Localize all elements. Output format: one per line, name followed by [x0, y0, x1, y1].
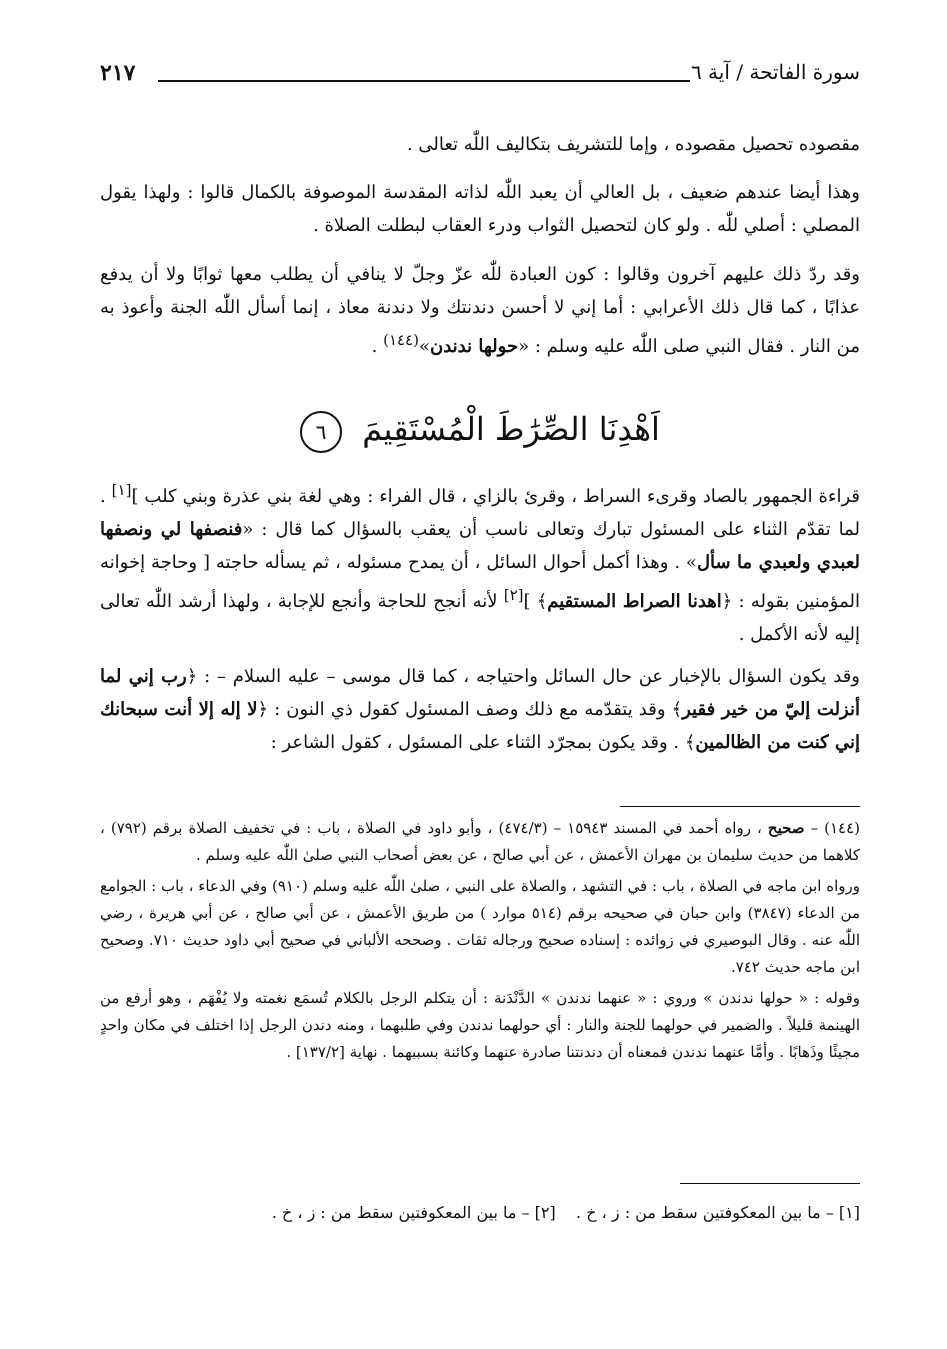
text-run: .	[371, 336, 384, 357]
paragraph-text	[100, 258, 860, 363]
footnote-divider	[620, 806, 860, 807]
header-rule	[158, 80, 690, 82]
editor-ref: [١]	[111, 481, 132, 499]
footnote-paragraph: وقوله : « حولها ندندن » وروي : « عنهما ندندن » الدَّنْدَنة : أن يتكلم الرجل بالكلام تُسمَع نغمته ولا يُفْهَم ، وهو أرفع من الهينمة قليلاً . والضمير في حولهما للجنة والنار : أي حولهما ندندن وفي طلبهما ، ومنه دندن الرجل إذا اختلف في مكان واحدٍ مجيئًا وذَهابًا . وأمَّا عنهما ندندن فمعناه أن دندنتنا صادرة عنهما وكائنة بسببهما . نهاية [١٣٧/٢] .	[100, 989, 860, 1061]
editor-notes	[100, 1198, 860, 1228]
text-run: لأنه أنجح للحاجة وأنجع للإجابة ، ولهذا أرشد اللّٰه تعالى إليه لأنه الأكمل .	[100, 591, 860, 645]
quran-verse	[100, 410, 860, 453]
paragraph-text: مقصوده تحصيل مقصوده ، وإما للتشريف بتكاليف اللّٰه تعالى .	[406, 134, 860, 155]
grading-label: صحيح	[767, 819, 805, 837]
quran-quote: لا إله إلا أنت سبحانك إني كنت من الظالمين	[100, 699, 860, 753]
text-run: »	[418, 336, 430, 357]
paragraph-2	[100, 176, 860, 242]
paragraph-text: وهذا أيضا عندهم ضعيف ، بل العالي أن يعبد اللّٰه لذاته المقدسة الموصوفة بالكمال قالوا : ولهذا يقول المصلي : أصلي للّٰه . ولو كان لتحصيل الثواب ودرء العقاب لبطلت الصلاة .	[100, 182, 860, 236]
footnote-ref: (١٤٤)	[383, 331, 419, 349]
page-number: ٢١٧	[100, 60, 136, 86]
paragraph-3	[100, 258, 860, 363]
hadith-quote: حولها ندندن	[429, 336, 519, 357]
verse-text: اَهْدِنَا الصِّرَٰطَ الْمُسْتَقِيمَ	[362, 410, 660, 448]
paragraph-text	[100, 660, 860, 759]
text-run: ﴾ . وقد يكون بمجرّد الثناء على المسئول ، كقول الشاعر :	[270, 732, 696, 753]
editor-ref: [٢]	[503, 586, 524, 604]
editor-note-1: [١] – ما بين المعكوفتين سقط من : ز ، خ .	[576, 1203, 860, 1222]
text-run: (١٤٤) –	[804, 819, 860, 837]
editor-notes-divider	[680, 1183, 860, 1184]
text-run: ، رواه أحمد في المسند ١٥٩٤٣ – (٤٧٤/٣) ، وأبو داود في الصلاة ، باب : في تخفيف الصلاة برقم (٧٩٢) ، كلاهما من حديث سليمان بن مهران الأعمش ، عن أبي صالح ، عن بعض أصحاب النبي صلىٰ اللّٰه عليه وسلم .	[100, 819, 860, 864]
footnote-144	[100, 815, 860, 869]
paragraph-5	[100, 660, 860, 759]
text-run: وقد ردّ ذلك عليهم آخرون وقالوا : كون العبادة للّٰه عزّ وجلّ لا ينافي أن يطلب معها ثوابًا ولا أن يدفع عذابًا ، كما قال ذلك الأعرابي : أما إني لا أحسن دندنتك ولا دندنة معاذ ، إنما أسأل اللّٰه الجنة وأعوذ به من النار . فقال النبي صلى اللّٰه عليه وسلم : «	[100, 264, 860, 357]
quran-quote: اهدنا الصراط المستقيم	[547, 591, 722, 612]
paragraph-1	[100, 128, 860, 161]
text-run: ﴾ وقد يتقدّمه مع ذلك وصف المسئول كقول ذي النون : ﴿	[257, 699, 683, 720]
text-run: وقد يكون السؤال بالإخبار عن حال السائل واحتياجه ، كما قال موسى – عليه السلام – : ﴿	[186, 666, 860, 687]
verse-number-icon: ٦	[300, 411, 342, 453]
text-run: . لما تقدّم الثناء على المسئول تبارك وتعالى ناسب أن يعقب بالسؤال كما قال : «	[100, 486, 860, 540]
hadith-quote: فنصفها لي ونصفها لعبدي ولعبدي ما سأل	[100, 519, 860, 573]
text-run: قراءة الجمهور بالصاد وقرىء السراط ، وقرئ بالزاي ، قال الفراء : وهي لغة بني عذرة وبني كلب ]	[131, 486, 860, 507]
page-header	[100, 60, 860, 96]
text-run: » . وهذا أكمل أحوال السائل ، أن يمدح مسئوله ، ثم يسأله حاجته [ وحاجة إخوانه المؤمنين بقوله : ﴿	[100, 552, 860, 612]
footnote-paragraph: ورواه ابن ماجه في الصلاة ، باب : في التشهد ، والصلاة على النبي ، صلىٰ اللّٰه عليه وسلم (٩١٠) وفي الدعاء ، باب : الجوامع من الدعاء (٣٨٤٧) وابن حبان في صحيحه برقم (٥١٤ موارد ) من طريق الأعمش ، عن أبي صالح ، عن أبي هريرة ، رضي اللّٰه عنه . وقال البوصيري في زوائده : إسناده صحيح ورجاله ثقات . وصححه الألباني في صحيح أبي داود حديث ٧١٠. وصحيح ابن ماجه حديث ٧٤٢.	[100, 877, 861, 976]
footnotes	[100, 815, 860, 1070]
text-run: ﴾ ]	[523, 591, 548, 612]
surah-reference: سورة الفاتحة / آية ٦	[690, 60, 860, 84]
quran-quote: رب إني لما أنزلت إليّ من خير فقير	[100, 666, 860, 720]
editor-note-2: [٢] – ما بين المعكوفتين سقط من : ز ، خ .	[271, 1203, 556, 1222]
paragraph-4	[100, 474, 860, 651]
paragraph-text	[100, 474, 860, 651]
